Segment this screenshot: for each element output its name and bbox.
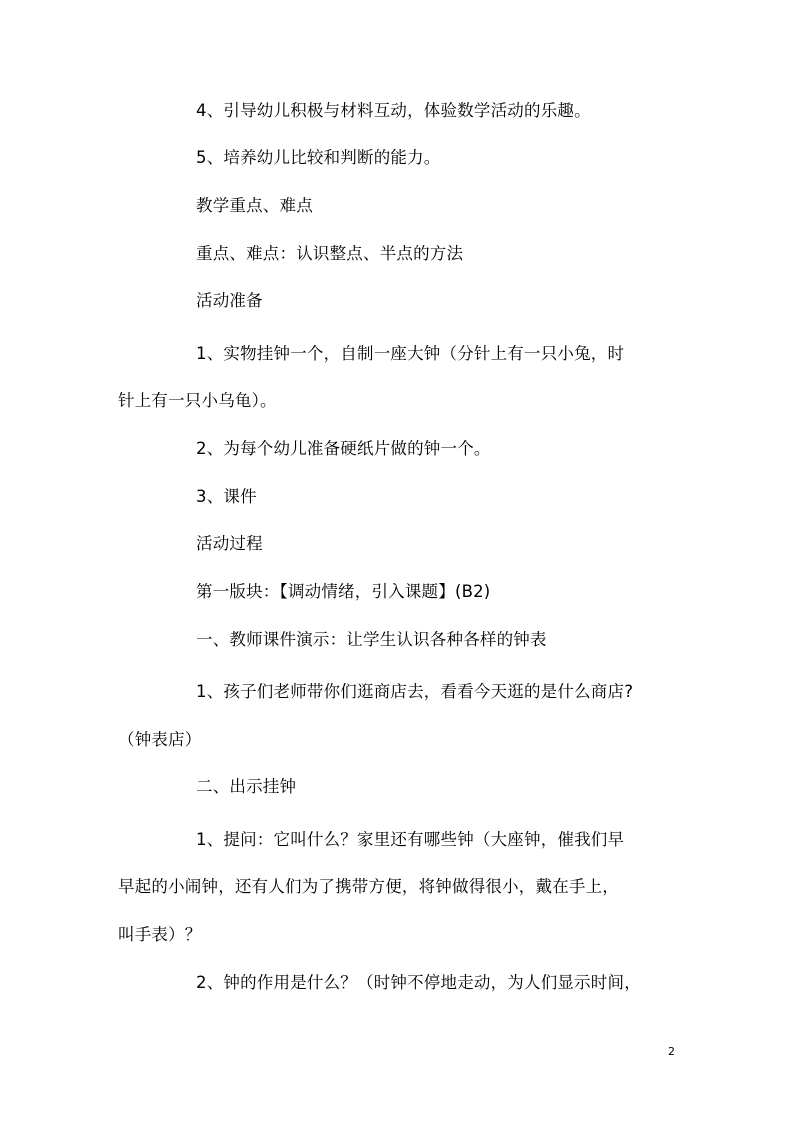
text-line: 第一版块：【调动情绪，引入课题】(B2)	[196, 582, 491, 601]
text-line: 1、提问：它叫什么？家里还有哪些钟（大座钟，催我们早	[196, 830, 625, 849]
text-line: 重点、难点：认识整点、半点的方法	[196, 244, 464, 263]
text-line: 3、课件	[196, 487, 257, 506]
text-line: 2、为每个幼儿准备硬纸片做的钟一个。	[196, 439, 491, 458]
text-line: 4、引导幼儿积极与材料互动，体验数学活动的乐趣。	[196, 101, 591, 120]
text-line: 二、出示挂钟	[196, 777, 297, 796]
text-line: 5、培养幼儿比较和判断的能力。	[196, 148, 441, 167]
section-heading: 教学重点、难点	[196, 196, 313, 215]
text-line: 针上有一只小乌龟）。	[118, 391, 277, 410]
text-line: 早起的小闹钟，还有人们为了携带方便，将钟做得很小，戴在手上，	[118, 877, 619, 896]
text-line: 2、钟的作用是什么？（时钟不停地走动，为人们显示时间，	[196, 973, 641, 992]
section-heading: 活动准备	[196, 291, 263, 310]
text-line: 叫手表）？	[118, 925, 202, 944]
text-line: 一、教师课件演示：让学生认识各种各样的钟表	[196, 630, 547, 649]
text-line: （钟表店）	[118, 730, 202, 749]
text-line: 1、实物挂钟一个，自制一座大钟（分针上有一只小兔，时	[196, 344, 625, 363]
section-heading: 活动过程	[196, 534, 263, 553]
page-number: 2	[668, 1045, 675, 1058]
text-line: 1、孩子们老师带你们逛商店去，看看今天逛的是什么商店?	[196, 682, 634, 701]
